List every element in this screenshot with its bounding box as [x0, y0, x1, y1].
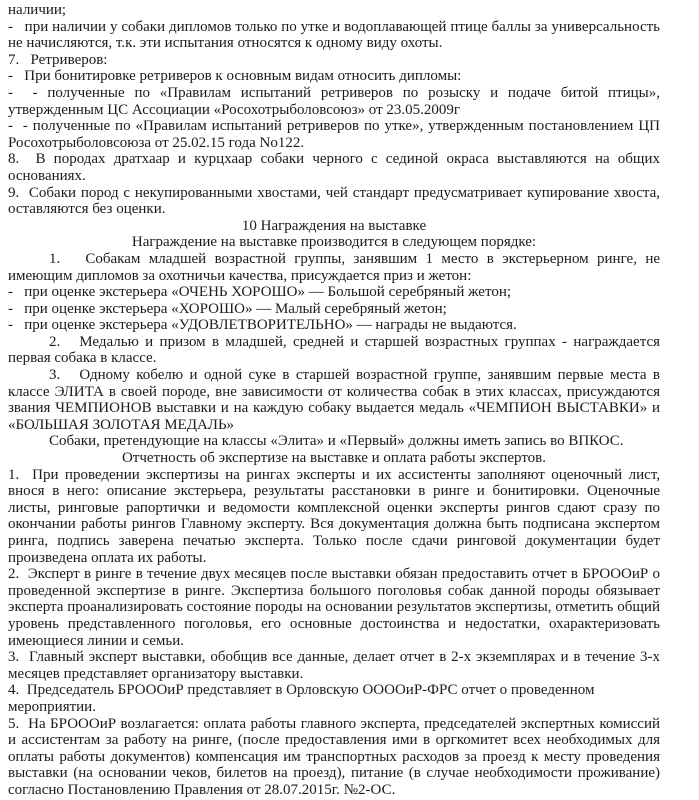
numbered-item-2: 2. Эксперт в ринге в течение двух месяцев после выставки обязан предоставить отчет в БРОООиР о проведенной экспертизе в ринге. Экспертиза большого поголовья собак данной породы обязывает эксперта проанализировать состояние породы на основании результатов экспертизы, отметить общий уровень представленного поголовья, его основные достоинства и недостатки, охарактеризовать имеющиеся линии и семьи. — [8, 566, 660, 649]
section-subheading-awards: Награждение на выставке производится в следующем порядке: — [131, 234, 537, 251]
numbered-item-4: 4. Председатель БРОООиР представляет в Орловскую ООООиР-ФРС отчет о проведенном мероприятии. — [8, 682, 595, 715]
dash-list-item: - при наличии у собаки дипломов только по утке и водоплавающей птице баллы за универсальность не начисляются, т.к. эти испытания относятся к одному виду охоты. — [8, 18, 660, 52]
numbered-item-2: 2. Медалью и призом в младшей, средней и старшей возрастных группах - награждается первая собака в классе. — [8, 333, 660, 367]
dash-list-item: - - полученные по «Правилам испытаний ретриверов по утке», утвержденным постановлением ЦП Росохотрыболовсоюза от 25.02.15 года No122. — [8, 118, 660, 151]
dash-list-item: - При бонитировке ретриверов к основным видам относить дипломы: — [8, 68, 462, 85]
numbered-item-1: 1. Собакам младшей возрастной группы, занявшим 1 место в экстерьерном ринге, не имеющим дипломов за охотничьи качества, присуждается приз и жетон: — [8, 250, 660, 284]
dash-list-item: - при оценке экстерьера «ХОРОШО» — Малый серебряный жетон; — [8, 300, 447, 317]
numbered-item-7: 7. Ретриверов: — [8, 51, 108, 68]
numbered-item-9: 9. Собаки пород с некупированными хвостами, чей стандарт предусматривает купирование хвоста, оставляются без оценки. — [8, 184, 660, 218]
section-heading-awards: 10 Награждения на выставке — [241, 217, 427, 234]
numbered-item-5: 5. На БРОООиР возлагается: оплата работы главного эксперта, председателей экспертных комиссий и ассистентам за работу на ринге, (после предоставления ими в оргкомитет всех необходимых для оплаты работы документов) компенсация им транспортных расходов за проезд к месту проведения выставки (на основании чеков, билетов на проезд), питание (в случае необходимости проживание) согласно Постановлению Правления от 28.07.2015г. №2-ОС. — [8, 715, 660, 798]
numbered-item-3: 3. Одному кобелю и одной суке в старшей возрастной группе, занявшим первые места в классе ЭЛИТА в своей породе, вне зависимости от количества собак в этих классах, присуждаются звания ЧЕМПИОНОВ выставки и на каждую собаку выдается медаль «ЧЕМПИОН ВЫСТАВКИ» и «БОЛЬШАЯ ЗОЛОТАЯ МЕДАЛЬ» — [8, 367, 660, 433]
dash-list-item: - при оценке экстерьера «ОЧЕНЬ ХОРОШО» — Большой серебряный жетон; — [8, 284, 512, 301]
numbered-item-3: 3. Главный эксперт выставки, обобщив все данные, делает отчет в 2-х экземплярах и в течение 3-х месяцев представляет организатору выставки. — [8, 649, 660, 682]
section-heading-reporting: Отчетность об экспертизе на выставке и оплата работы экспертов. — [121, 450, 547, 467]
dash-list-item: - - полученные по «Правилам испытаний ретриверов по розыску и подаче битой птицы», утвержденным ЦС Ассоциации «Росохотрыболовсоюз» от 23.05.2009г — [8, 84, 660, 118]
dash-list-item: - при оценке экстерьера «УДОВЛЕТВОРИТЕЛЬНО» — награды не выдаются. — [8, 317, 517, 334]
numbered-item-1: 1. При проведении экспертизы на рингах эксперты и их ассистенты заполняют оценочный лист, внося в него: описание экстерьера, результаты расстановки в ринге и бонитировки. Оценочные листы, ринговые рапортички и ведомости комплексной оценки эксперты рингов сдают сразу по окончании работы рингов Главному эксперту. Вся документация должна быть подписана экспертом ринга, подпись заверена печатью эксперта. Только после сдачи ринговой документации будет произведена оплата их работы. — [8, 466, 660, 566]
continuation-line: наличии; — [8, 2, 67, 18]
paragraph-vpkos-note: Собаки, претендующие на классы «Элита» и «Первый» должны иметь запись во ВПКОС. — [49, 433, 624, 450]
numbered-item-8: 8. В породах дратхаар и курцхаар собаки черного с сединой окраса выставляются на общих основаниях. — [8, 151, 660, 184]
